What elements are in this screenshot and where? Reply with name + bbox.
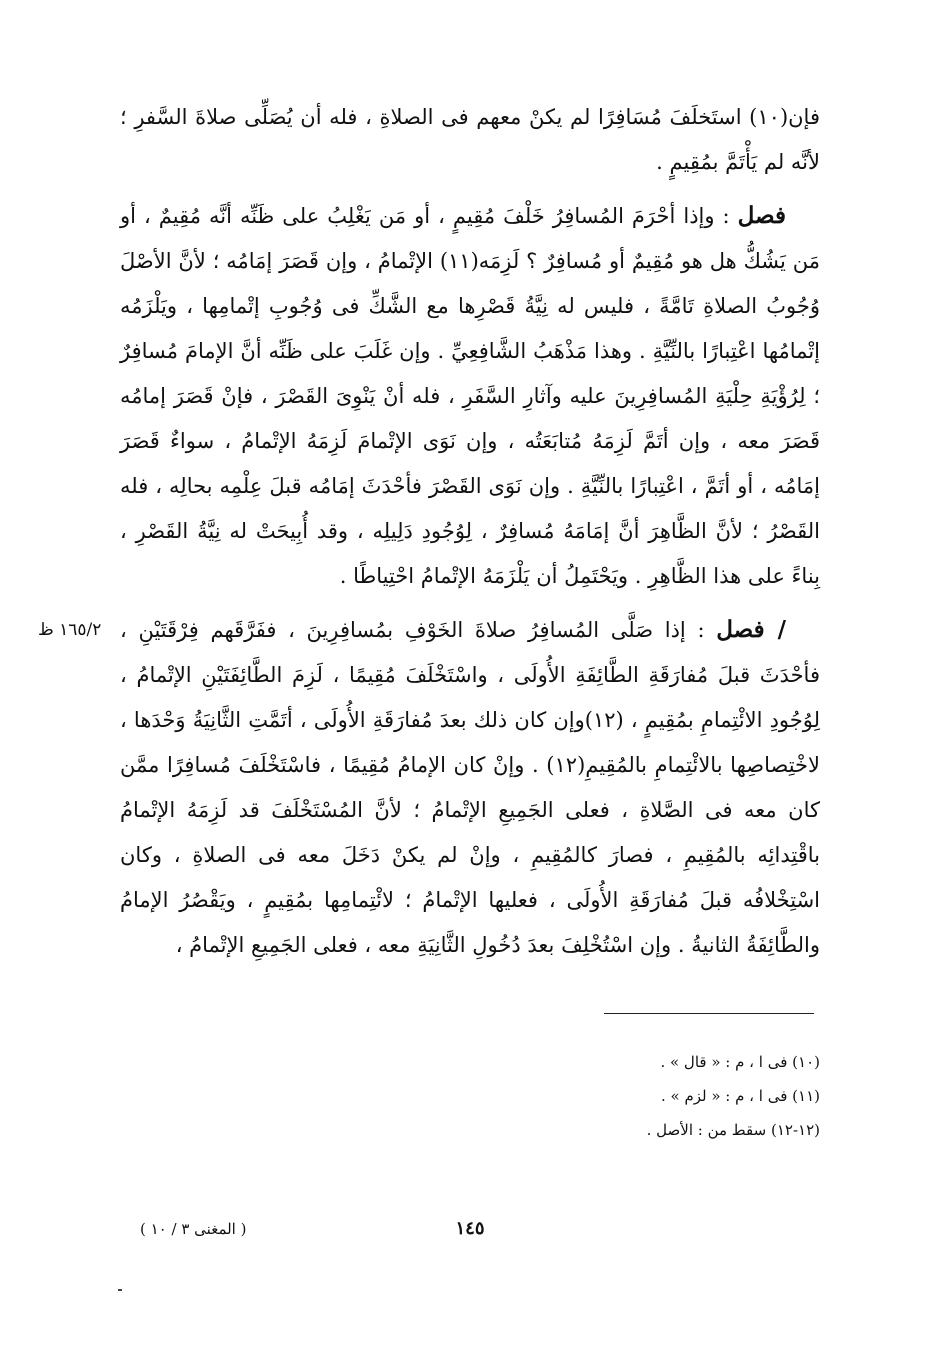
paragraph-2-text: : وإذا أحْرَمَ المُسافِرُ خَلْفَ مُقِيمٍ ، أو مَن يَغْلِبُ على ظَنِّه أنَّه مُقِيمٌ ، أو مَن يَشُكُّ هل هو مُقِيمٌ أو مُسافِرٌ ؟ لَزِمَه(١١) الإتْمامُ ، وإن قَصَرَ إمَامُه ؛ لأنَّ الأصْلَ وُجُوبُ الصلاةِ تَامَّةً ، فليس له نِيَّةُ قَصْرِها مع الشَّكِّ فى وُجُوبِ إتْمامِها ، ويَلْزَمُه إتْمامُها اعْتِبارًا بالنِّيَّةِ . وهذا مَذْهَبُ الشَّافِعِيِّ . وإن غَلَبَ على ظَنِّه أنَّ الإمامَ مُسافِرٌ ؛ لِرُؤْيَةِ حِلْيَةِ المُسافِرِينَ عليه وآثارِ السَّفَرِ ، فله أنْ يَنْوِىَ القَصْرَ ، فإنْ قَصَرَ إمامُه قَصَرَ معه ، وإن أتَمَّ لَزِمَهُ مُتابَعَتُه ، وإن نَوَى الإتْمامَ لَزِمَهُ الإتْمامُ ، سواءٌ قَصَرَ إمَامُه ، أو أتَمَّ ، اعْتِبارًا بالنِّيَّةِ . وإن نَوَى القَصْرَ فأحْدَثَ إمَامُه قبلَ عِلْمِه بحالِه ، فله القَصْرُ ؛ لأنَّ الظَّاهِرَ أنَّ إمَامَهُ مُسافِرٌ ، لِوُجُودِ دَلِيلِه ، وقد أُبِيحَتْ له نِيَّةُ القَصْرِ ، بِناءً على هذا الظَّاهِرِ . ويَحْتَمِلُ أن يَلْزَمَهُ الإتْمامُ احْتِياطًا . bbox=[120, 204, 820, 588]
paragraph-1 bbox=[120, 95, 820, 185]
footnote-divider bbox=[604, 1013, 814, 1014]
footnote-10: (١٠) فى ا ، م : « قال » . bbox=[660, 1053, 820, 1071]
main-text-body bbox=[120, 95, 820, 976]
paragraph-1-text: فإن(١٠) استَخلَفَ مُسَافِرًا لم يكنْ معهم فى الصلاةِ ، فله أن يُصَلِّى صلاةَ السَّفرِ ؛ لأنَّه لم يَأْتَمَّ بمُقِيمٍ . bbox=[120, 105, 820, 174]
section-heading-fasl-2: / فصل bbox=[716, 616, 786, 643]
scan-speck bbox=[118, 1289, 122, 1291]
footnotes bbox=[520, 1045, 820, 1147]
paragraph-3 bbox=[120, 607, 820, 968]
footnote-11: (١١) فى ا ، م : « لزم » . bbox=[660, 1087, 820, 1105]
page-number: ١٤٥ bbox=[455, 1218, 485, 1239]
volume-reference: ( المغنى ٣ / ١٠ ) bbox=[140, 1220, 247, 1238]
paragraph-2 bbox=[120, 193, 820, 599]
manuscript-folio-note: ١٦٥/٢ ظ bbox=[38, 620, 102, 640]
section-heading-fasl: فصل bbox=[737, 202, 786, 229]
footnote-12: (١٢-١٢) سقط من : الأصل . bbox=[646, 1121, 820, 1139]
paragraph-3-text: : إذا صَلَّى المُسافِرُ صلاةَ الخَوْفِ بمُسافِرِينَ ، ففَرَّقَهم فِرْقَتَيْنِ ، فأحْدَثَ قبلَ مُفارَقَةِ الطَّائِفَةِ الأُولَى ، واسْتَخْلَفَ مُقِيمًا ، لَزِمَ الطَّائِفَتَيْنِ الإتْمامُ ، لِوُجُودِ الائْتِمامِ بمُقِيمٍ ، (١٢)وإن كان ذلك بعدَ مُفارَقَةِ الأُولَى ، أتَمَّتِ الثَّانِيَةُ وَحْدَها ، لاخْتِصاصِها بالائْتِمامِ بالمُقِيمِ(١٢) . وإنْ كان الإمامُ مُقِيمًا ، فاسْتَخْلَفَ مُسافِرًا ممَّن كان معه فى الصَّلاةِ ، فعلى الجَمِيعِ الإتْمامُ ؛ لأنَّ المُسْتَخْلَفَ قد لَزِمَهُ الإتْمامُ باقْتِدائِه بالمُقِيمِ ، فصارَ كالمُقِيمِ ، وإنْ لم يكنْ دَخَلَ معه فى الصلاةِ ، وكان اسْتِخْلافُه قبلَ مُفارَقَةِ الأُولَى ، فعليها الإتْمامُ ؛ لائْتِمامِها بمُقِيمٍ ، ويَقْصُرُ الإمامُ والطَّائِفَةُ الثانيةُ . وإن اسْتُخْلِفَ بعدَ دُخُولِ الثَّانِيَةِ معه ، فعلى الجَمِيعِ الإتْمامُ ، bbox=[120, 618, 820, 957]
